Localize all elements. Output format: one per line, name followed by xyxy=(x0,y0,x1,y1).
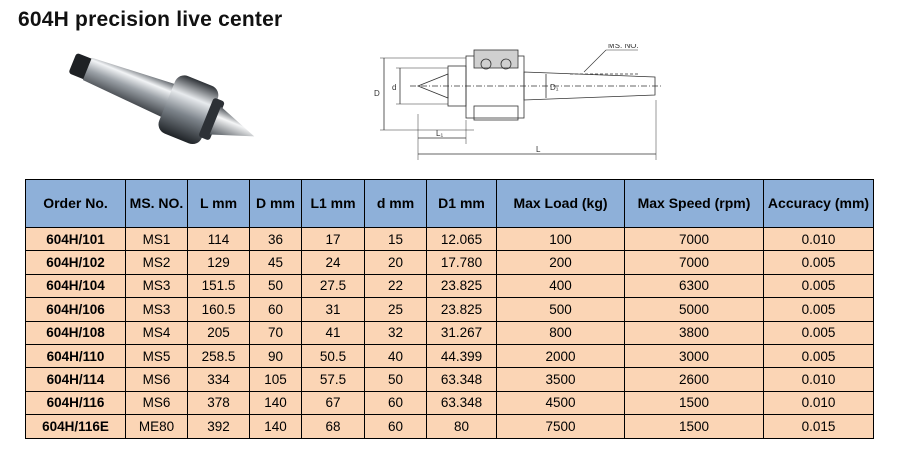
label-ms-no: MS. NO. xyxy=(608,44,639,50)
cell-d-small: 50 xyxy=(365,368,427,391)
spec-table xyxy=(25,179,874,439)
cell-order-no: 604H/114 xyxy=(26,368,126,391)
cell-d1: 23.825 xyxy=(427,274,497,297)
header-d1: D1 mm xyxy=(427,180,497,228)
label-d: d xyxy=(392,83,397,92)
cell-order-no: 604H/116 xyxy=(26,391,126,414)
cell-order-no: 604H/104 xyxy=(26,274,126,297)
table-row xyxy=(26,344,874,367)
cell-max-speed: 5000 xyxy=(625,298,764,321)
cell-d-small: 22 xyxy=(365,274,427,297)
cell-d-big: 90 xyxy=(250,344,302,367)
cell-d-big: 60 xyxy=(250,298,302,321)
cell-l: 205 xyxy=(188,321,250,344)
cell-max-load: 800 xyxy=(497,321,625,344)
cell-d-big: 105 xyxy=(250,368,302,391)
cell-d1: 12.065 xyxy=(427,228,497,251)
cell-order-no: 604H/108 xyxy=(26,321,126,344)
page-title: 604H precision live center xyxy=(18,8,283,31)
cell-l1: 31 xyxy=(302,298,365,321)
cell-l1: 50.5 xyxy=(302,344,365,367)
cell-ms-no: MS6 xyxy=(126,391,188,414)
label-L1: L₁ xyxy=(436,129,444,138)
table-row xyxy=(26,321,874,344)
cell-l: 378 xyxy=(188,391,250,414)
cell-ms-no: MS5 xyxy=(126,344,188,367)
cell-d-small: 40 xyxy=(365,344,427,367)
cell-d-small: 32 xyxy=(365,321,427,344)
header-l1: L1 mm xyxy=(302,180,365,228)
cell-accuracy: 0.010 xyxy=(764,368,874,391)
label-D1: D₁ xyxy=(550,83,559,92)
cell-max-load: 200 xyxy=(497,251,625,274)
cell-accuracy: 0.005 xyxy=(764,344,874,367)
cell-max-speed: 7000 xyxy=(625,228,764,251)
cell-order-no: 604H/106 xyxy=(26,298,126,321)
cell-accuracy: 0.010 xyxy=(764,228,874,251)
cell-max-speed: 1500 xyxy=(625,415,764,438)
cell-l: 334 xyxy=(188,368,250,391)
cell-l1: 41 xyxy=(302,321,365,344)
cell-l1: 68 xyxy=(302,415,365,438)
cell-ms-no: MS2 xyxy=(126,251,188,274)
cell-accuracy: 0.010 xyxy=(764,391,874,414)
cell-d-small: 20 xyxy=(365,251,427,274)
label-L: L xyxy=(536,145,541,154)
header-d-big: D mm xyxy=(250,180,302,228)
table-row xyxy=(26,251,874,274)
cell-max-speed: 1500 xyxy=(625,391,764,414)
cell-d1: 17.780 xyxy=(427,251,497,274)
cell-max-load: 7500 xyxy=(497,415,625,438)
cell-max-load: 2000 xyxy=(497,344,625,367)
cell-d-big: 70 xyxy=(250,321,302,344)
cell-max-speed: 3800 xyxy=(625,321,764,344)
cell-d-small: 60 xyxy=(365,415,427,438)
cell-ms-no: MS6 xyxy=(126,368,188,391)
cell-l: 160.5 xyxy=(188,298,250,321)
cell-ms-no: ME80 xyxy=(126,415,188,438)
cell-order-no: 604H/116E xyxy=(26,415,126,438)
header-accuracy: Accuracy (mm) xyxy=(764,180,874,228)
cell-l1: 57.5 xyxy=(302,368,365,391)
cell-ms-no: MS3 xyxy=(126,298,188,321)
cell-l: 258.5 xyxy=(188,344,250,367)
cell-accuracy: 0.005 xyxy=(764,298,874,321)
cell-d-big: 140 xyxy=(250,391,302,414)
cell-l1: 17 xyxy=(302,228,365,251)
header-l: L mm xyxy=(188,180,250,228)
table-body xyxy=(26,228,874,439)
cell-d-big: 140 xyxy=(250,415,302,438)
cell-l1: 27.5 xyxy=(302,274,365,297)
technical-drawing xyxy=(370,44,670,162)
cell-order-no: 604H/110 xyxy=(26,344,126,367)
cell-d-big: 45 xyxy=(250,251,302,274)
cell-l: 151.5 xyxy=(188,274,250,297)
header-ms-no: MS. NO. xyxy=(126,180,188,228)
cell-max-load: 100 xyxy=(497,228,625,251)
table-row xyxy=(26,415,874,438)
cell-order-no: 604H/102 xyxy=(26,251,126,274)
cell-l: 392 xyxy=(188,415,250,438)
cell-d-small: 15 xyxy=(365,228,427,251)
header-max-load: Max Load (kg) xyxy=(497,180,625,228)
cell-max-load: 4500 xyxy=(497,391,625,414)
cell-max-load: 500 xyxy=(497,298,625,321)
cell-d1: 63.348 xyxy=(427,391,497,414)
table-row xyxy=(26,274,874,297)
cell-ms-no: MS4 xyxy=(126,321,188,344)
cell-accuracy: 0.005 xyxy=(764,251,874,274)
cell-max-speed: 3000 xyxy=(625,344,764,367)
table-row xyxy=(26,368,874,391)
cell-d1: 23.825 xyxy=(427,298,497,321)
table-header-row xyxy=(26,180,874,228)
cell-max-speed: 6300 xyxy=(625,274,764,297)
table-row xyxy=(26,298,874,321)
cell-accuracy: 0.015 xyxy=(764,415,874,438)
cell-d-big: 50 xyxy=(250,274,302,297)
header-max-speed: Max Speed (rpm) xyxy=(625,180,764,228)
cell-max-speed: 7000 xyxy=(625,251,764,274)
header-order-no: Order No. xyxy=(26,180,126,228)
cell-accuracy: 0.005 xyxy=(764,321,874,344)
cell-d1: 63.348 xyxy=(427,368,497,391)
table-row xyxy=(26,228,874,251)
cell-d-big: 36 xyxy=(250,228,302,251)
label-D: D xyxy=(374,89,380,98)
live-center-photo xyxy=(40,52,270,162)
header-d-small: d mm xyxy=(365,180,427,228)
cell-accuracy: 0.005 xyxy=(764,274,874,297)
cell-l1: 24 xyxy=(302,251,365,274)
cell-max-speed: 2600 xyxy=(625,368,764,391)
cell-d-small: 60 xyxy=(365,391,427,414)
cell-order-no: 604H/101 xyxy=(26,228,126,251)
cell-d1: 44.399 xyxy=(427,344,497,367)
cell-ms-no: MS1 xyxy=(126,228,188,251)
table-row xyxy=(26,391,874,414)
cell-max-load: 400 xyxy=(497,274,625,297)
cell-ms-no: MS3 xyxy=(126,274,188,297)
cell-d-small: 25 xyxy=(365,298,427,321)
cell-d1: 80 xyxy=(427,415,497,438)
cell-l: 129 xyxy=(188,251,250,274)
cell-l: 114 xyxy=(188,228,250,251)
cell-l1: 67 xyxy=(302,391,365,414)
cell-max-load: 3500 xyxy=(497,368,625,391)
cell-d1: 31.267 xyxy=(427,321,497,344)
